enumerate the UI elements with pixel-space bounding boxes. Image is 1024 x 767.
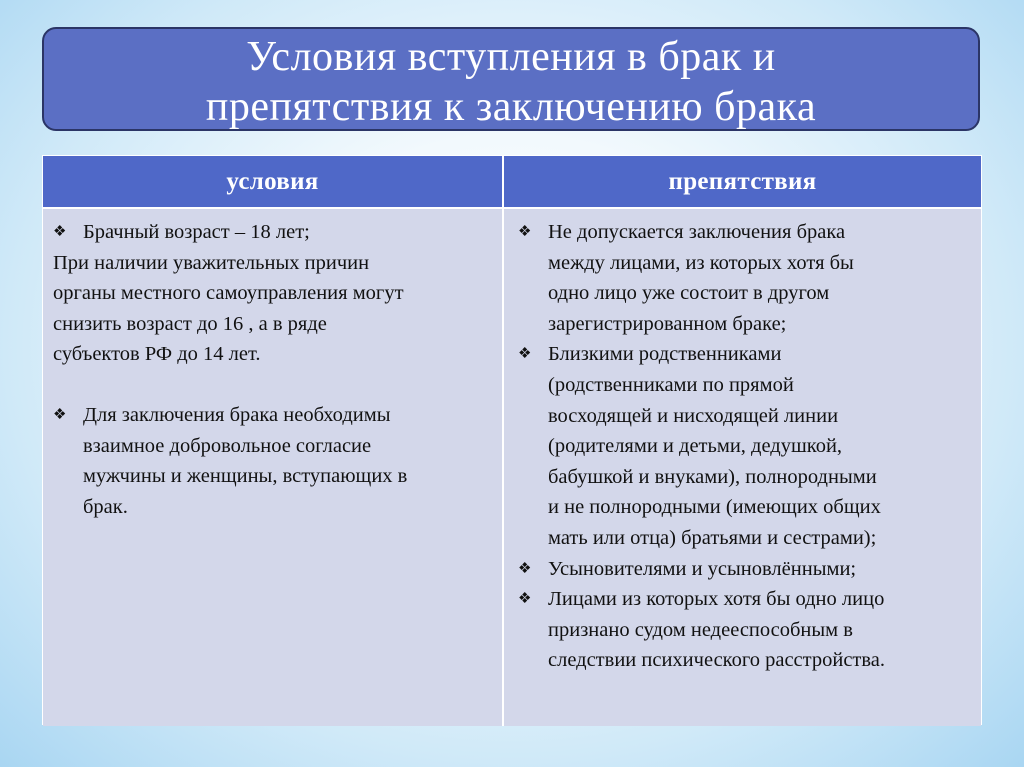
header-obstacles: препятствия [504,156,981,207]
conditions-item-line: брак. [83,495,128,518]
conditions-cell [43,209,504,726]
obstacles-item-line: мать или отца) братьями и сестрами); [548,526,877,549]
obstacles-item-text [548,554,975,585]
obstacles-item-text [548,584,975,676]
table-body-row [43,207,981,726]
conditions-note-line: При наличии уважительных причин [53,251,370,274]
conditions-item-text: Брачный возраст – 18 лет; [83,221,310,243]
obstacles-item-line: Лицами из которых хотя бы одно лицо [548,588,885,611]
obstacles-item-line: восходящей и нисходящей линии [548,404,839,427]
slide-title-line-2: препятствия к заключению брака [205,84,817,130]
diamond-bullet-icon: ❖ [518,224,532,240]
diamond-bullet-icon: ❖ [53,406,67,423]
obstacles-item-line: признано судом недееспособным в [548,618,853,641]
obstacles-item [518,584,975,676]
obstacles-item-line: и не полнородными (имеющих общих [548,496,881,519]
obstacles-item-line: Близкими родственниками [548,343,782,366]
diamond-bullet-icon: ❖ [518,591,532,608]
obstacles-item-line: (родственниками по прямой [548,373,794,396]
slide-title-line-1: Условия вступления в брак и [246,34,776,80]
header-conditions: условия [43,156,504,207]
diamond-bullet-icon: ❖ [518,560,532,577]
conditions-item-line: мужчины и женщины, вступающих в [83,465,408,488]
obstacles-item [518,554,975,585]
conditions-item [53,400,496,522]
obstacles-item-line: Не допускается заключения брака [548,221,846,243]
obstacles-cell [504,209,981,726]
conditions-note-line: субъектов РФ до 14 лет. [53,343,261,366]
obstacles-item-line: одно лицо уже состоит в другом [548,282,830,305]
conditions-note-line: снизить возраст до 16 , а в ряде [53,312,327,335]
table-header-row [43,156,981,207]
obstacles-item-line: (родителями и детьми, дедушкой, [548,435,843,458]
conditions-item [53,217,496,248]
conditions-note-line: органы местного самоуправления могут [53,282,404,305]
obstacles-item [518,217,975,339]
obstacles-item-line: между лицами, из которых хотя бы [548,251,854,274]
obstacles-item-line: бабушкой и внуками), полнородными [548,465,877,488]
comparison-table [42,155,982,725]
conditions-item-text [83,400,496,522]
slide-title [42,27,980,131]
obstacles-item-line: следствии психического расстройства. [548,649,886,672]
obstacles-item-text [548,339,975,553]
obstacles-item-line: зарегистрированном браке; [548,312,787,335]
diamond-bullet-icon: ❖ [53,224,67,240]
obstacles-item-text [548,217,975,339]
obstacles-item [518,339,975,553]
obstacles-item-line: Усыновителями и усыновлёнными; [548,557,857,580]
diamond-bullet-icon: ❖ [518,346,532,363]
conditions-item-line: Для заключения брака необходимы [83,403,391,426]
conditions-item-line: взаимное добровольное согласие [83,434,372,457]
